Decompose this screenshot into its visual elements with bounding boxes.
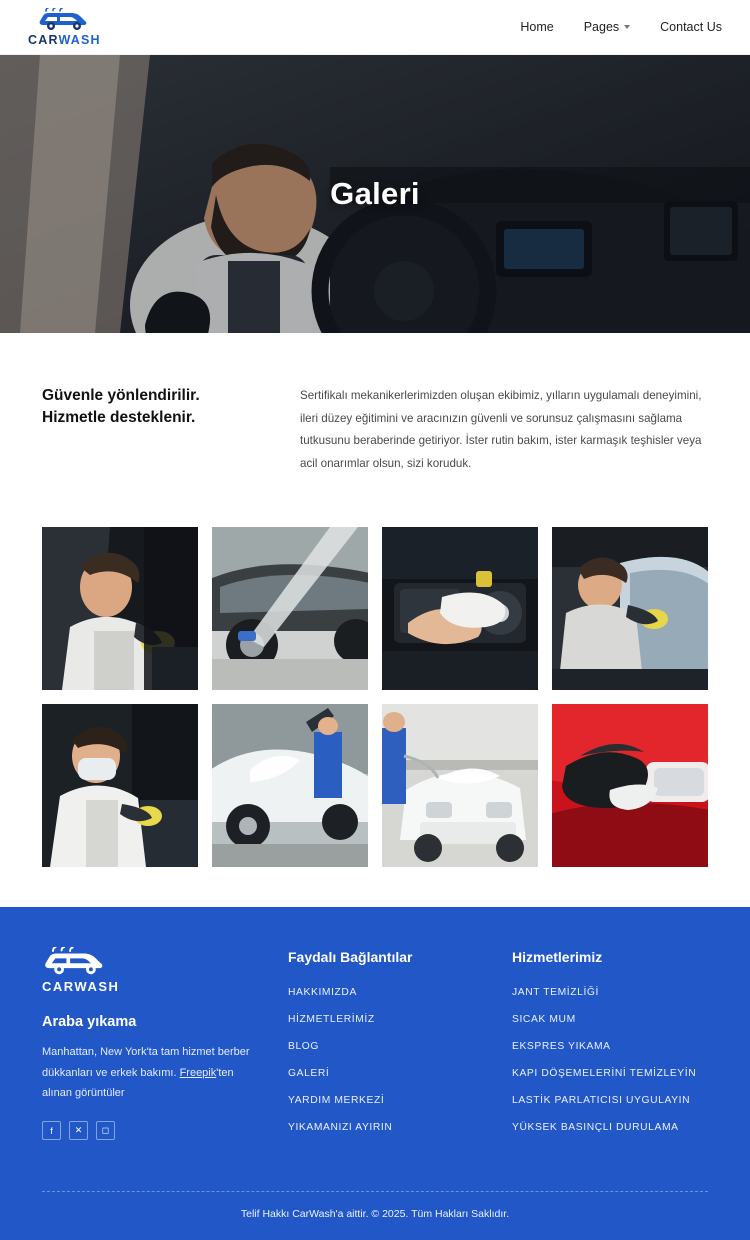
footer-link-kapi-dosemelerini-temizleyin[interactable]: KAPI DÖŞEMELERİNİ TEMİZLEYİN bbox=[512, 1068, 697, 1080]
gallery-tile[interactable] bbox=[552, 704, 708, 867]
gallery-grid bbox=[0, 509, 750, 907]
gallery-tile[interactable] bbox=[42, 527, 198, 690]
intro-body: Sertifikalı mekanikerlerimizden oluşan ekibimiz, yılların uygulamalı deneyimini, ileri düzey eğitimini ve aracınızın güvenli ve sorunsuz çalışmasını sağlama tutkusunu beraberinde getiriyor. İster rutin bakım, ister karmaşık teşhisler veya acil onarımlar olsun, sizi koruduk. bbox=[300, 389, 702, 470]
intro-heading-line1: Güvenle yönlendirilir. bbox=[42, 387, 200, 404]
nav-item-home[interactable]: Home bbox=[520, 20, 554, 34]
chevron-down-icon bbox=[624, 25, 630, 29]
logo-text: CARWASH bbox=[28, 32, 101, 47]
car-wash-logo-icon bbox=[37, 8, 91, 32]
footer-services-column bbox=[512, 947, 708, 1149]
hero-banner bbox=[0, 55, 750, 333]
footer-link-hizmetlerimiz[interactable]: HİZMETLERİMİZ bbox=[288, 1014, 375, 1026]
intro-section bbox=[0, 333, 750, 509]
brand-desc-part2: 'ten alınan görüntüler bbox=[42, 1066, 234, 1100]
footer-link-hakkimizda[interactable]: HAKKIMIZDA bbox=[288, 987, 357, 999]
footer-brand-title: Araba yıkama bbox=[42, 1014, 137, 1031]
intro-heading bbox=[42, 385, 264, 430]
footer-column-title: Hizmetlerimiz bbox=[512, 949, 603, 966]
footer-link-galeri[interactable]: GALERİ bbox=[288, 1068, 330, 1080]
footer-link-yuksek-basincli-durulama[interactable]: YÜKSEK BASINÇLI DURULAMA bbox=[512, 1122, 679, 1134]
footer-logo-text: CARWASH bbox=[42, 979, 120, 995]
freepik-link[interactable]: Freepik bbox=[179, 1066, 217, 1079]
x-twitter-icon[interactable]: ✕ bbox=[69, 1121, 88, 1140]
footer-link-blog[interactable]: BLOG bbox=[288, 1041, 320, 1053]
footer-link-sicak-mum[interactable]: SICAK MUM bbox=[512, 1014, 576, 1026]
footer-link-lastik-parlaticisi-uygulayin[interactable]: LASTİK PARLATICISI UYGULAYIN bbox=[512, 1095, 691, 1107]
gallery-tile[interactable] bbox=[382, 527, 538, 690]
footer-link-ekspres-yikama[interactable]: EKSPRES YIKAMA bbox=[512, 1041, 611, 1053]
footer-logo[interactable] bbox=[42, 947, 260, 994]
site-header bbox=[0, 0, 750, 55]
page-title: Galeri bbox=[330, 176, 420, 211]
footer-link-jant-temizligi[interactable]: JANT TEMİZLİĞİ bbox=[512, 987, 599, 999]
footer-columns bbox=[42, 947, 708, 1149]
facebook-icon[interactable]: f bbox=[42, 1121, 61, 1140]
nav-item-contact-us[interactable]: Contact Us bbox=[660, 20, 722, 34]
gallery-tile[interactable] bbox=[42, 704, 198, 867]
gallery-tile[interactable] bbox=[552, 527, 708, 690]
site-logo[interactable] bbox=[28, 8, 101, 47]
gallery-tile[interactable] bbox=[212, 527, 368, 690]
footer-column-title: Faydalı Bağlantılar bbox=[288, 949, 413, 966]
footer-link-yardim-merkezi[interactable]: YARDIM MERKEZİ bbox=[288, 1095, 385, 1107]
main-navigation bbox=[520, 20, 722, 34]
intro-heading-line2: Hizmetle desteklenir. bbox=[42, 409, 196, 427]
car-wash-logo-icon bbox=[42, 947, 108, 977]
gallery-tile[interactable] bbox=[382, 704, 538, 867]
brand-desc-part1: Manhattan, New York'ta tam hizmet berber dükkanları ve erkek bakımı. bbox=[42, 1046, 250, 1079]
gallery-tile[interactable] bbox=[212, 704, 368, 867]
copyright-text: Telif Hakkı CarWash'a aittir. © 2025. Tüm Hakları Saklıdır. bbox=[240, 1208, 510, 1221]
footer-brand-column bbox=[42, 947, 260, 1149]
social-links bbox=[42, 1121, 260, 1140]
footer-brand-description bbox=[42, 1042, 260, 1103]
site-footer bbox=[0, 907, 750, 1240]
instagram-icon[interactable]: ◻ bbox=[96, 1121, 115, 1140]
nav-item-pages[interactable]: Pages bbox=[584, 20, 630, 34]
footer-useful-links-column bbox=[288, 947, 484, 1149]
footer-link-yikamanizi-ayirin[interactable]: YIKAMANIZI AYIRIN bbox=[288, 1122, 393, 1134]
